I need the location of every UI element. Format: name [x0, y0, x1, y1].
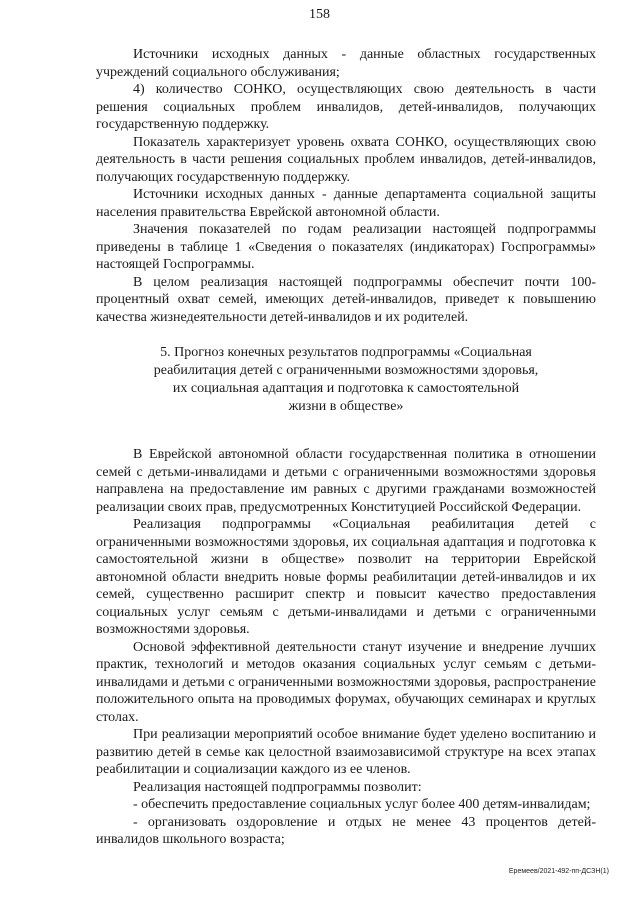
section-heading-line: 5. Прогноз конечных результатов подпрограммы «Социальная	[160, 345, 532, 360]
paragraph-sources-regional: Источники исходных данных - данные областных государственных учреждений социального обслуживания;	[96, 47, 596, 80]
paragraph-family-upbringing: При реализации мероприятий особое внимание будет уделено воспитанию и развитию детей в семье как целостной взаимозависимой структуре на всех этапах реабилитации и социализации каждого из ее членов.	[96, 727, 596, 777]
paragraph-will-allow: Реализация настоящей подпрограммы позволит:	[133, 779, 422, 795]
document-body	[96, 46, 596, 849]
section-heading-line: реабилитация детей с ограниченными возможностями здоровья,	[153, 363, 539, 378]
paragraph-state-policy: В Еврейской автономной области государственная политика в отношении семей с детьми-инвалидами и детьми с ограниченными возможностями здоровья направлена на предоставление им равных с другими гражданами возможностей реализации своих прав, предусмотренных Конституцией Российской Федерации.	[96, 447, 596, 515]
section-heading-line: их социальная адаптация и подготовка к самостоятельной	[172, 381, 520, 396]
section-heading	[96, 344, 596, 416]
page-number: 158	[309, 7, 330, 22]
paragraph-overall-result: В целом реализация настоящей подпрограммы обеспечит почти 100-процентный охват семей, имеющих детей-инвалидов, приведет к повышению качества жизнедеятельности детей-инвалидов и их родителей.	[96, 274, 596, 325]
list-item-recreation: - организовать оздоровление и отдых не менее 43 процентов детей-инвалидов школьного возраста;	[96, 814, 596, 847]
list-item-services: - обеспечить предоставление социальных услуг более 400 детям-инвалидам;	[133, 797, 591, 812]
paragraph-indicator-values: Значения показателей по годам реализации настоящей подпрограммы приведены в таблице 1 «Сведения о показателях (индикаторах) Госпрограммы» настоящей Госпрограммы.	[96, 222, 596, 272]
section-heading-line: жизни в обществе»	[288, 399, 404, 414]
document-footer-code: Еремеев/2021-492-пп-ДСЗН(1)	[508, 868, 609, 875]
paragraph-sources-department: Источники исходных данных - данные департамента социальной защиты населения правительства Еврейской автономной области.	[96, 187, 596, 220]
paragraph-effective-activity: Основой эффективной деятельности станут изучение и внедрение лучших практик, технологий и методов оказания социальных услуг семьям с детьми-инвалидами и детьми с ограниченными возможностями здоровья, распространение положительного опыта на проводимых форумах, обучающих семинарах и круглых столах.	[96, 639, 596, 725]
paragraph-indicator-4: 4) количество СОНКО, осуществляющих свою деятельность в части решения социальных проблем инвалидов, детей-инвалидов, получающих государственную поддержку.	[96, 82, 596, 132]
paragraph-subprogram-implementation: Реализация подпрограммы «Социальная реабилитация детей с ограниченными возможностями здоровья, их социальная адаптация и подготовка к самостоятельной жизни в обществе» позволит на территории Еврейской автономной области внедрить новые формы реабилитации детей-инвалидов и их семей, существенно расширит спектр и повысит качество предоставления социальных услуг семьям с детьми-инвалидами и детьми с ограниченными возможностями здоровья.	[96, 517, 596, 637]
paragraph-indicator-description: Показатель характеризует уровень охвата СОНКО, осуществляющих свою деятельность в части решения социальных проблем инвалидов, детей-инвалидов, получающих государственную поддержку.	[96, 134, 596, 185]
